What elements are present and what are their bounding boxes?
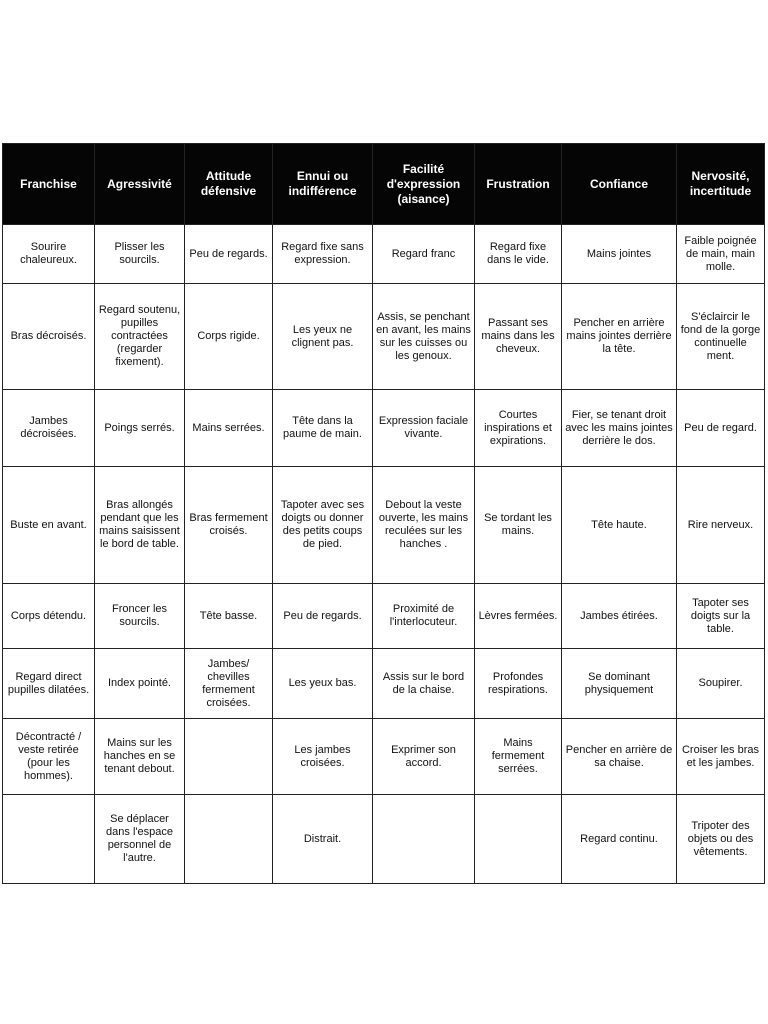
table-row bbox=[3, 649, 765, 719]
table-cell-nervosite: Faible poignée de main, main molle. bbox=[677, 225, 765, 284]
table-cell-frustration: Regard fixe dans le vide. bbox=[475, 225, 562, 284]
table-cell-nervosite: S'éclaircir le fond de la gorge continuelle ment. bbox=[677, 284, 765, 390]
table-cell-frustration bbox=[475, 795, 562, 884]
table-cell-ennui: Peu de regards. bbox=[273, 584, 373, 649]
table-cell-attitude-defensive: Jambes/ chevilles fermement croisées. bbox=[185, 649, 273, 719]
table-cell-ennui: Les yeux ne clignent pas. bbox=[273, 284, 373, 390]
table-cell-frustration: Lèvres fermées. bbox=[475, 584, 562, 649]
table-cell-frustration: Passant ses mains dans les cheveux. bbox=[475, 284, 562, 390]
table-cell-confiance: Mains jointes bbox=[562, 225, 677, 284]
table-cell-franchise: Buste en avant. bbox=[3, 467, 95, 584]
table-cell-nervosite: Tripoter des objets ou des vêtements. bbox=[677, 795, 765, 884]
column-header-ennui: Ennui ou indifférence bbox=[273, 144, 373, 225]
table-cell-franchise: Regard direct pupilles dilatées. bbox=[3, 649, 95, 719]
header-row bbox=[3, 144, 765, 225]
table-cell-facilite-expression: Exprimer son accord. bbox=[373, 719, 475, 795]
table-row bbox=[3, 795, 765, 884]
table-cell-facilite-expression: Debout la veste ouverte, les mains reculées sur les hanches . bbox=[373, 467, 475, 584]
table-cell-facilite-expression: Proximité de l'interlocuteur. bbox=[373, 584, 475, 649]
table-cell-franchise: Décontracté / veste retirée (pour les hommes). bbox=[3, 719, 95, 795]
table-cell-facilite-expression: Assis, se penchant en avant, les mains sur les cuisses ou les genoux. bbox=[373, 284, 475, 390]
table-cell-franchise: Bras décroisés. bbox=[3, 284, 95, 390]
table-cell-attitude-defensive: Peu de regards. bbox=[185, 225, 273, 284]
table-row bbox=[3, 225, 765, 284]
column-header-agressivite: Agressivité bbox=[95, 144, 185, 225]
table-cell-attitude-defensive: Bras fermement croisés. bbox=[185, 467, 273, 584]
table-row bbox=[3, 719, 765, 795]
table-cell-facilite-expression: Regard franc bbox=[373, 225, 475, 284]
table-cell-confiance: Tête haute. bbox=[562, 467, 677, 584]
table-cell-confiance: Pencher en arrière mains jointes derrière la tête. bbox=[562, 284, 677, 390]
table-cell-facilite-expression: Expression faciale vivante. bbox=[373, 390, 475, 467]
table-cell-facilite-expression: Assis sur le bord de la chaise. bbox=[373, 649, 475, 719]
table-cell-attitude-defensive: Tête basse. bbox=[185, 584, 273, 649]
table-row bbox=[3, 390, 765, 467]
table-cell-agressivite: Poings serrés. bbox=[95, 390, 185, 467]
table-cell-facilite-expression bbox=[373, 795, 475, 884]
table-cell-frustration: Courtes inspirations et expirations. bbox=[475, 390, 562, 467]
column-header-facilite-expression: Facilité d'expression (aisance) bbox=[373, 144, 475, 225]
table-cell-agressivite: Froncer les sourcils. bbox=[95, 584, 185, 649]
table-cell-agressivite: Mains sur les hanches en se tenant debout. bbox=[95, 719, 185, 795]
table-cell-confiance: Fier, se tenant droit avec les mains jointes derrière le dos. bbox=[562, 390, 677, 467]
table-cell-attitude-defensive bbox=[185, 719, 273, 795]
table-cell-agressivite: Plisser les sourcils. bbox=[95, 225, 185, 284]
table-cell-ennui: Les jambes croisées. bbox=[273, 719, 373, 795]
table-cell-attitude-defensive bbox=[185, 795, 273, 884]
table-cell-ennui: Tapoter avec ses doigts ou donner des petits coups de pied. bbox=[273, 467, 373, 584]
table-cell-confiance: Regard continu. bbox=[562, 795, 677, 884]
table-cell-franchise: Jambes décroisées. bbox=[3, 390, 95, 467]
table-cell-nervosite: Tapoter ses doigts sur la table. bbox=[677, 584, 765, 649]
table-cell-agressivite: Bras allongés pendant que les mains saisissent le bord de table. bbox=[95, 467, 185, 584]
column-header-franchise: Franchise bbox=[3, 144, 95, 225]
table-cell-franchise bbox=[3, 795, 95, 884]
table-cell-attitude-defensive: Corps rigide. bbox=[185, 284, 273, 390]
behavior-table bbox=[2, 143, 765, 884]
table-cell-ennui: Tête dans la paume de main. bbox=[273, 390, 373, 467]
table-row bbox=[3, 584, 765, 649]
table-cell-agressivite: Se déplacer dans l'espace personnel de l'autre. bbox=[95, 795, 185, 884]
table-cell-nervosite: Rire nerveux. bbox=[677, 467, 765, 584]
table-header bbox=[3, 144, 765, 225]
table-cell-attitude-defensive: Mains serrées. bbox=[185, 390, 273, 467]
table-cell-ennui: Les yeux bas. bbox=[273, 649, 373, 719]
table-cell-ennui: Distrait. bbox=[273, 795, 373, 884]
table-row bbox=[3, 284, 765, 390]
table-cell-frustration: Se tordant les mains. bbox=[475, 467, 562, 584]
table-cell-nervosite: Peu de regard. bbox=[677, 390, 765, 467]
table-cell-confiance: Jambes étirées. bbox=[562, 584, 677, 649]
column-header-frustration: Frustration bbox=[475, 144, 562, 225]
column-header-confiance: Confiance bbox=[562, 144, 677, 225]
table-cell-agressivite: Index pointé. bbox=[95, 649, 185, 719]
table-cell-nervosite: Soupirer. bbox=[677, 649, 765, 719]
table-body bbox=[3, 225, 765, 884]
column-header-attitude-defensive: Attitude défensive bbox=[185, 144, 273, 225]
table-cell-franchise: Corps détendu. bbox=[3, 584, 95, 649]
table-cell-frustration: Mains fermement serrées. bbox=[475, 719, 562, 795]
table-cell-franchise: Sourire chaleureux. bbox=[3, 225, 95, 284]
table-cell-frustration: Profondes respirations. bbox=[475, 649, 562, 719]
table-cell-agressivite: Regard soutenu, pupilles contractées (regarder fixement). bbox=[95, 284, 185, 390]
table-cell-confiance: Se dominant physiquement bbox=[562, 649, 677, 719]
table-cell-nervosite: Croiser les bras et les jambes. bbox=[677, 719, 765, 795]
table-cell-ennui: Regard fixe sans expression. bbox=[273, 225, 373, 284]
table-row bbox=[3, 467, 765, 584]
column-header-nervosite: Nervosité, incertitude bbox=[677, 144, 765, 225]
table-cell-confiance: Pencher en arrière de sa chaise. bbox=[562, 719, 677, 795]
